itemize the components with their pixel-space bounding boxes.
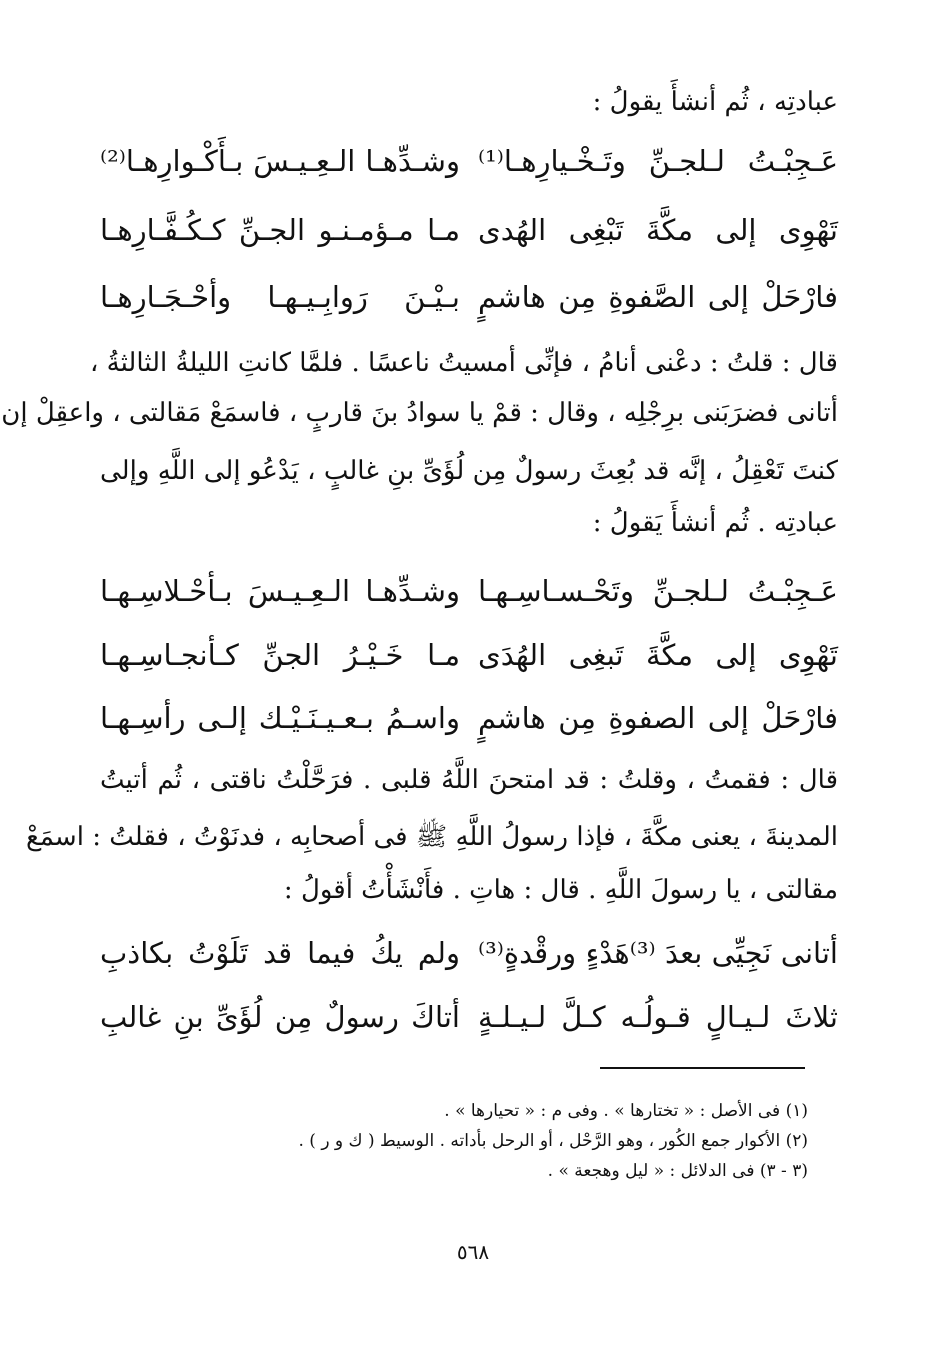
poem-two-verse-1	[100, 567, 838, 615]
hemistich-left: وشـدِّهـا الـعِـيـسَ بـأحْـلاسِـهـا	[100, 574, 460, 608]
page-number: ٥٦٨	[456, 1240, 490, 1264]
footnote-separator	[600, 1067, 805, 1069]
hemistich-left: بـيْـنَ رَوابِـيـهـا وأحْـجَـارِهـا	[100, 280, 460, 314]
footnote-2: (٢) الأكوار جمع الكُور ، وهو الرَّحْل ، أو الرحل بأداته . الوسيط ( ك و ر ) .	[298, 1131, 808, 1151]
footnote-1: (١) فى الأصل : « تختارها » . وفى م : « تحيارها » .	[444, 1101, 808, 1121]
hemistich-right: فارْحَلْ إلى الصَّفوةِ مِن هاشمٍ	[478, 280, 838, 314]
hemistich-right: تَهْوِى إلى مكَّةَ تَبغِى الهُدَى	[478, 638, 838, 672]
prose-two-line-1: قال : فقمتُ ، وقلتُ : قد امتحنَ اللَّهُ قلبى . فرَحَّلْتُ ناقتى ، ثُم أتيتُ	[100, 765, 838, 795]
hemistich-left: مـا خَـيْـرُ الجنِّ كـأنجـاسِـهـا	[100, 638, 460, 672]
hemistich-left: ولم يكُ فيما قد تَلَوْتُ بكاذبِ	[100, 936, 460, 970]
hemistich-right: أتانى نَجِيِّى بعدَ ⁽³⁾هَدْءٍ ورقْدةٍ⁽³⁾	[478, 936, 838, 970]
poem-one-verse-1	[100, 137, 838, 185]
prose-one-line-2: أتانى فضرَبَنى برِجْلِه ، وقال : قمْ يا سوادُ بنَ قاربٍ ، فاسمَعْ مَقالتى ، واعقِلْ إن	[1, 398, 838, 428]
poem-three-verse-2	[100, 993, 838, 1041]
hemistich-right: عَـجِبْـتُ لـلجـنِّ وتَحْـسـاسِـهـا	[478, 574, 838, 608]
hemistich-right: عَـجِبْـتُ لـلجـنِّ وتَـخْـيارِهـا⁽¹⁾	[478, 144, 838, 178]
poem-two-verse-2	[100, 631, 838, 679]
poem-two-verse-3	[100, 694, 838, 742]
hemistich-right: فارْحَلْ إلى الصفوةِ مِن هاشمٍ	[478, 701, 838, 735]
poem-one-verse-2	[100, 206, 838, 254]
prose-two-line-3: مقالتى ، يا رسولَ اللَّهِ . قال : هاتِ . فأَنْشَأْتُ أقولُ :	[283, 875, 838, 905]
footnote-3: (٣ - ٣) فى الدلائل : « ليل وهجعة » .	[547, 1161, 808, 1181]
poem-three-verse-1	[100, 929, 838, 977]
poem-one-verse-3	[100, 273, 838, 321]
hemistich-left: أتاكَ رسولٌ مِن لُؤَىِّ بنِ غالبِ	[100, 1000, 460, 1034]
hemistich-right: ثلاثَ لـيـالٍ قـولُـه كـلَّ لـيـلـةٍ	[478, 1000, 838, 1034]
hemistich-left: واسـمُ بـعـيـنَـيْـك إلـى رأسِـهـا	[100, 701, 460, 735]
intro-line: عبادتِه ، ثُم أنشأَ يقولُ :	[592, 87, 838, 117]
prose-one-line-1: قال : قلتُ : دعْنى أنامُ ، فإنِّى أمسيتُ ناعسًا . فلمَّا كانتِ الليلةُ الثالثةُ ،	[89, 348, 838, 378]
prose-two-line-2: المدينةَ ، يعنى مكَّةَ ، فإذا رسولُ اللَّهِ ﷺ فى أصحابِه ، فدنَوْتُ ، فقلتُ : اسمَعْ	[26, 822, 838, 852]
hemistich-left: وشـدِّهـا الـعِـيـسَ بـأَكْـوارِهـا⁽²⁾	[100, 144, 460, 178]
hemistich-right: تَهْوِى إلى مكَّةَ تَبْغِى الهُدى	[478, 213, 838, 247]
prose-one-line-3: كنتَ تَعْقِلُ ، إنَّه قد بُعِثَ رسولٌ مِن لُؤَىِّ بنِ غالبٍ ، يَدْعُو إلى اللَّهِ وإلى	[100, 456, 838, 486]
prose-one-line-4: عبادتِه . ثُم أنشأَ يَقولُ :	[592, 508, 838, 538]
hemistich-left: مـا مـؤمـنـو الجـنِّ كـكُـفَّـارِهـا	[100, 213, 460, 247]
